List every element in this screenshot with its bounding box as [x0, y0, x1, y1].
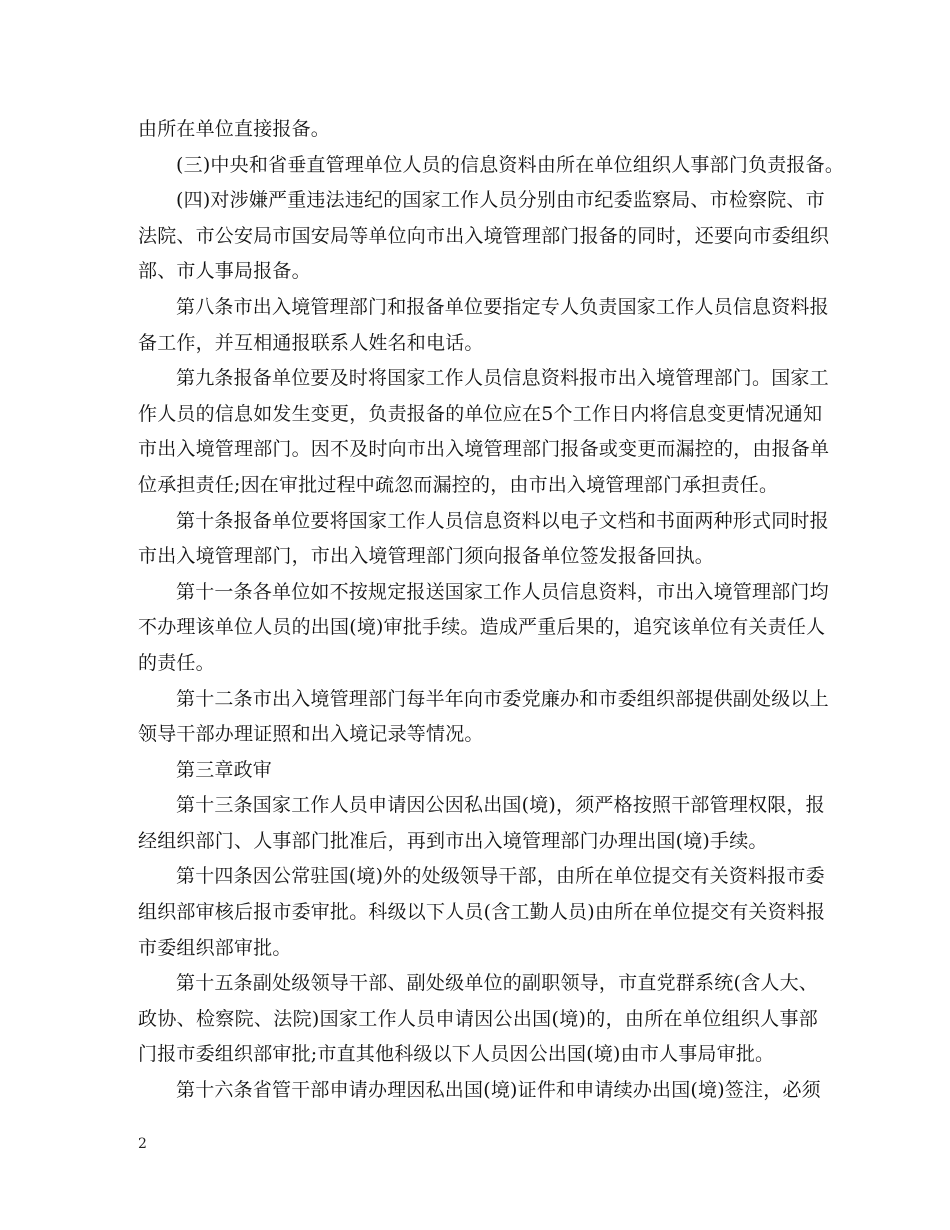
text-line: 第十条报备单位要将国家工作人员信息资料以电子文档和书面两种形式同时报	[176, 509, 829, 532]
text-line: 第三章政审	[176, 758, 273, 781]
text-line: 市出入境管理部门，市出入境管理部门须向报备单位签发报备回执。	[138, 545, 715, 568]
text-line: 第十二条市出入境管理部门每半年向市委党廉办和市委组织部提供副处级以上	[176, 687, 829, 710]
text-line: 第九条报备单位要及时将国家工作人员信息资料报市出入境管理部门。国家工	[176, 367, 829, 390]
text-line: 组织部审核后报市委审批。科级以下人员(含工勤人员)由所在单位提交有关资料报	[138, 901, 826, 924]
text-line: 由所在单位直接报备。	[138, 118, 331, 140]
document-body	[138, 112, 845, 1109]
text-line: 作人员的信息如发生变更，负责报备的单位应在5个工作日内将信息变更情况通知	[138, 402, 823, 425]
text-line: 第十一条各单位如不按规定报送国家工作人员信息资料，市出入境管理部门均	[176, 580, 829, 603]
page-number: 2	[138, 1136, 147, 1152]
text-line: 的责任。	[138, 651, 215, 674]
text-line: 领导干部办理证照和出入境记录等情况。	[138, 723, 484, 746]
text-line: 经组织部门、人事部门批准后，再到市出入境管理部门办理出国(境)手续。	[138, 829, 768, 852]
text-line: 第十五条副处级领导干部、副处级单位的副职领导，市直党群系统(含人大、	[176, 972, 818, 995]
text-line: 部、市人事局报备。	[138, 260, 311, 283]
text-line: 市委组织部审批。	[138, 936, 292, 959]
text-line: 备工作，并互相通报联系人姓名和电话。	[138, 331, 484, 354]
text-line: 位承担责任;因在审批过程中疏忽而漏控的，由市出入境管理部门承担责任。	[138, 473, 779, 496]
text-line: 市出入境管理部门。因不及时向市出入境管理部门报备或变更而漏控的，由报备单	[138, 438, 830, 461]
text-line: 第十六条省管干部申请办理因私出国(境)证件和申请续办出国(境)签注，必须	[176, 1079, 821, 1102]
text-line: (四)对涉嫌严重违法违纪的国家工作人员分别由市纪委监察局、市检察院、市	[176, 189, 825, 212]
text-line: 不办理该单位人员的出国(境)审批手续。造成严重后果的，追究该单位有关责任人	[138, 616, 826, 639]
text-line: 法院、市公安局市国安局等单位向市出入境管理部门报备的同时，还要向市委组织	[138, 224, 830, 247]
text-line: 门报市委组织部审批;市直其他科级以下人员因公出国(境)由市人事局审批。	[138, 1043, 775, 1066]
text-line: 第十四条因公常驻国(境)外的处级领导干部，由所在单位提交有关资料报市委	[176, 865, 825, 888]
text-line: (三)中央和省垂直管理单位人员的信息资料由所在单位组织人事部门负责报备。	[176, 153, 845, 176]
text-line: 第八条市出入境管理部门和报备单位要指定专人负责国家工作人员信息资料报	[176, 295, 829, 318]
text-line: 政协、检察院、法院)国家工作人员申请因公出国(境)的，由所在单位组织人事部	[138, 1007, 818, 1030]
text-line: 第十三条国家工作人员申请因公因私出国(境)，须严格按照干部管理权限，报	[176, 794, 825, 817]
